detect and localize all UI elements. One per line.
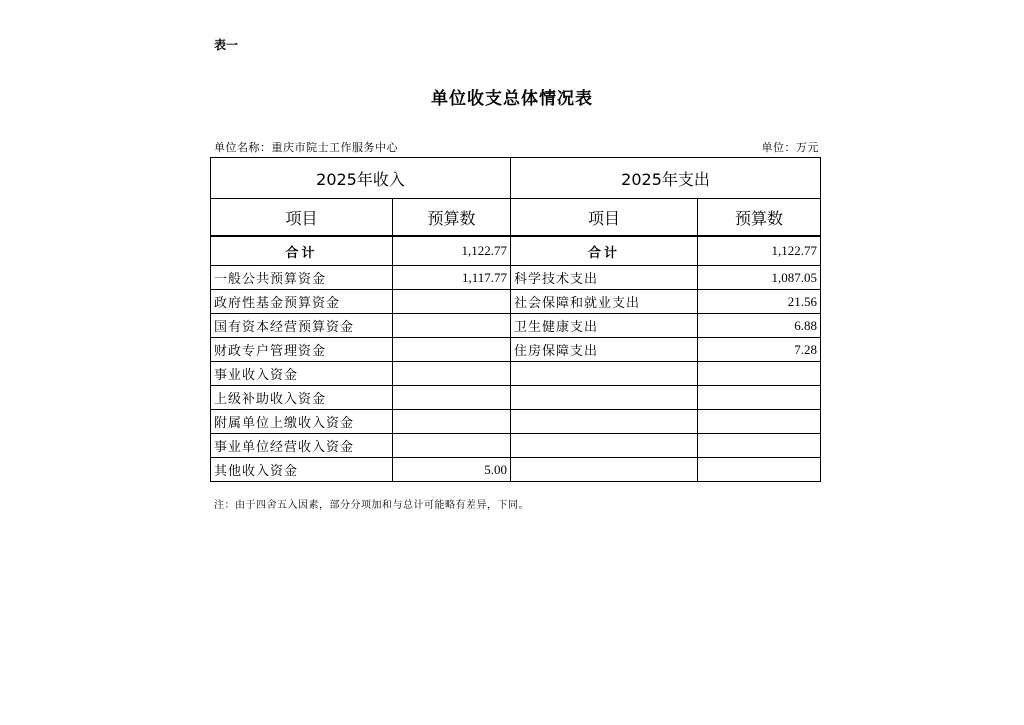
expense-value: 6.88 bbox=[698, 314, 821, 338]
table-row bbox=[211, 434, 821, 458]
income-value: 1,117.77 bbox=[393, 266, 511, 290]
expense-item-column-header: 项目 bbox=[511, 199, 698, 237]
income-item-column-header: 项目 bbox=[211, 199, 393, 237]
section-header-row bbox=[211, 158, 821, 199]
income-value bbox=[393, 290, 511, 314]
expense-value bbox=[698, 362, 821, 386]
income-total-value: 1,122.77 bbox=[393, 236, 511, 266]
unit-label: 单位：万元 bbox=[761, 141, 819, 154]
table-row bbox=[211, 386, 821, 410]
expense-section-header: 2025年支出 bbox=[511, 158, 821, 199]
income-item: 政府性基金预算资金 bbox=[211, 290, 393, 314]
income-value bbox=[393, 338, 511, 362]
expense-item: 卫生健康支出 bbox=[511, 314, 698, 338]
income-item: 其他收入资金 bbox=[211, 458, 393, 482]
page-title: 单位收支总体情况表 bbox=[431, 89, 593, 109]
income-value bbox=[393, 362, 511, 386]
expense-item bbox=[511, 386, 698, 410]
income-value bbox=[393, 386, 511, 410]
table-number: 表一 bbox=[214, 38, 239, 52]
table-row bbox=[211, 362, 821, 386]
expense-item bbox=[511, 362, 698, 386]
income-item: 事业单位经营收入资金 bbox=[211, 434, 393, 458]
income-item: 事业收入资金 bbox=[211, 362, 393, 386]
income-value bbox=[393, 434, 511, 458]
expense-value: 7.28 bbox=[698, 338, 821, 362]
income-item: 上级补助收入资金 bbox=[211, 386, 393, 410]
total-row bbox=[211, 236, 821, 266]
expense-value bbox=[698, 458, 821, 482]
expense-value: 21.56 bbox=[698, 290, 821, 314]
expense-value bbox=[698, 410, 821, 434]
budget-table bbox=[210, 157, 821, 482]
column-header-row bbox=[211, 199, 821, 237]
income-value bbox=[393, 314, 511, 338]
income-value bbox=[393, 410, 511, 434]
expense-item: 住房保障支出 bbox=[511, 338, 698, 362]
income-value: 5.00 bbox=[393, 458, 511, 482]
table-row bbox=[211, 290, 821, 314]
expense-budget-column-header: 预算数 bbox=[698, 199, 821, 237]
expense-total-value: 1,122.77 bbox=[698, 236, 821, 266]
footnote: 注：由于四舍五入因素，部分分项加和与总计可能略有差异，下同。 bbox=[214, 500, 529, 511]
income-total-label: 合计 bbox=[211, 236, 393, 266]
expense-value bbox=[698, 434, 821, 458]
expense-item bbox=[511, 410, 698, 434]
expense-item: 社会保障和就业支出 bbox=[511, 290, 698, 314]
income-item: 国有资本经营预算资金 bbox=[211, 314, 393, 338]
income-item: 财政专户管理资金 bbox=[211, 338, 393, 362]
expense-item bbox=[511, 458, 698, 482]
table-row bbox=[211, 338, 821, 362]
table-row bbox=[211, 266, 821, 290]
table-row bbox=[211, 314, 821, 338]
expense-item: 科学技术支出 bbox=[511, 266, 698, 290]
expense-value bbox=[698, 386, 821, 410]
table-row bbox=[211, 410, 821, 434]
expense-value: 1,087.05 bbox=[698, 266, 821, 290]
income-item: 附属单位上缴收入资金 bbox=[211, 410, 393, 434]
income-item: 一般公共预算资金 bbox=[211, 266, 393, 290]
unit-name: 单位名称：重庆市院士工作服务中心 bbox=[214, 141, 398, 154]
table-row bbox=[211, 458, 821, 482]
expense-total-label: 合计 bbox=[511, 236, 698, 266]
income-section-header: 2025年收入 bbox=[211, 158, 511, 199]
income-budget-column-header: 预算数 bbox=[393, 199, 511, 237]
expense-item bbox=[511, 434, 698, 458]
